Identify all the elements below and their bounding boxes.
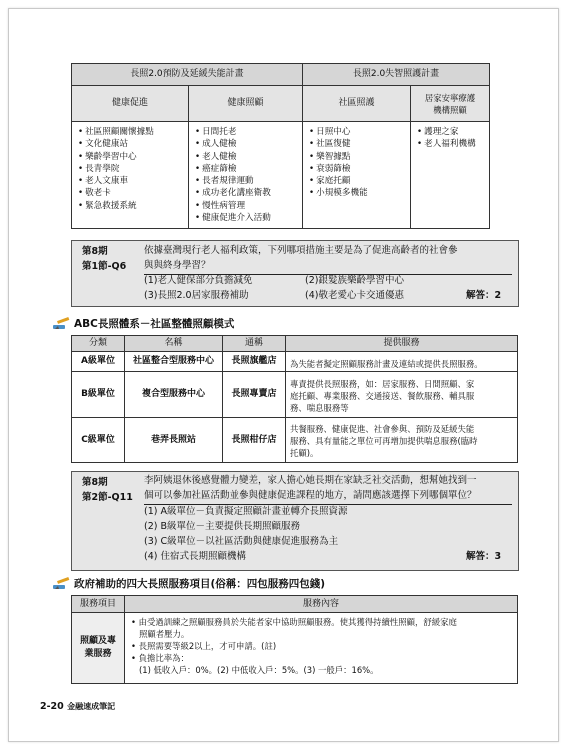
book-title: 金融速成筆記	[67, 702, 116, 711]
page-footer	[40, 701, 115, 712]
q1-question-line1: 依據臺灣現行老人福利政策，下列哪項措施主要是為了促進高齡者的社會參	[144, 245, 458, 256]
plan-table	[71, 63, 490, 229]
services-bullet-3-cont: (1) 低收入戶：0%。(2) 中低收入戶：5%。(3) 一般戶：16%。	[139, 665, 379, 675]
q2-section: 第2節-Q11	[82, 492, 133, 503]
list-item: • 社區復健	[309, 138, 407, 150]
list-item: • 癌症篩檢	[195, 163, 299, 175]
services-bullet-3-text: 負擔比率為：	[138, 653, 189, 663]
abc-header-service: 提供服務	[286, 336, 518, 352]
abc-row-c-service-line: 服務、具有量能之單位可再增加提供喘息服務(臨時	[290, 436, 478, 446]
abc-row-c-service	[286, 418, 518, 463]
list-item: • 衰弱篩檢	[309, 163, 407, 175]
page-number: 2-20	[40, 701, 64, 712]
q1-option-1: (1)老人健保部分負擔減免	[144, 275, 253, 286]
question-box-1	[71, 240, 519, 307]
services-row-care-item	[72, 613, 125, 684]
q2-option-2: (2) B級單位－主要提供長期照顧服務	[144, 521, 300, 532]
list-item: • 樂齡學習中心	[78, 151, 185, 163]
abc-row-c-service-line: 托顧)。	[290, 448, 319, 458]
abc-row-b-service-line: 專責提供長照服務，如：居家服務、日間照顧、家	[290, 378, 475, 389]
abc-row-a-category: A級單位	[72, 352, 125, 372]
plan-right-title: 長照2.0失智照護計畫	[303, 64, 490, 86]
col-header-community-care: 社區照護	[303, 86, 411, 122]
abc-header-category: 分類	[72, 336, 125, 352]
q2-option-3: (3) C級單位－以社區活動與健康促進服務為主	[144, 536, 339, 547]
list-item: • 老人文康車	[78, 175, 185, 187]
list-item: • 健康促進介入活動	[195, 212, 299, 224]
plan-left-title: 長照2.0預防及延緩失能計畫	[72, 64, 303, 86]
list-item: • 老人健檢	[195, 151, 299, 163]
list-item: • 長者規律運動	[195, 175, 299, 187]
abc-row-b	[72, 372, 518, 418]
col3-list	[303, 122, 411, 229]
list-item: • 文化健康站	[78, 138, 185, 150]
pen-icon	[52, 577, 70, 591]
abc-row-a-alias: 長照旗艦店	[223, 352, 286, 372]
list-item: • 緊急救援系統	[78, 200, 185, 212]
abc-row-b-service	[286, 372, 518, 418]
q1-period: 第8期	[82, 246, 108, 257]
abc-row-b-category: B級單位	[72, 372, 125, 418]
abc-row-b-service-line: 務、喘息服務等	[290, 402, 349, 413]
services-item-line: 照顧及專	[79, 636, 116, 646]
q1-question-line2: 與與終身學習？	[144, 260, 211, 271]
list-item: • 小規模多機能	[309, 187, 407, 199]
list-item: • 成人健檢	[195, 138, 299, 150]
pen-icon	[52, 317, 70, 331]
col1-list	[72, 122, 189, 229]
abc-header-alias: 通稱	[223, 336, 286, 352]
q1-option-2: (2)銀髮族樂齡學習中心	[305, 275, 404, 286]
abc-row-c	[72, 418, 518, 463]
services-bullet-2: • 長照需要等級2以上，才可申請。(註)	[131, 641, 277, 651]
abc-row-c-category: C級單位	[72, 418, 125, 463]
abc-header-name: 名稱	[125, 336, 223, 352]
q1-option-3: (3)長照2.0居家服務補助	[144, 290, 249, 301]
abc-row-c-service-line: 共餐服務、健康促進、社會參與、預防及延緩失能	[290, 424, 475, 434]
services-row-care-content	[125, 613, 518, 684]
services-bullet-3: • 負擔比率為：	[131, 653, 189, 663]
services-header-content: 服務內容	[125, 596, 518, 613]
services-header-item: 服務項目	[72, 596, 125, 613]
abc-table	[71, 335, 518, 463]
q2-line-1: 李阿姨退休後感覺體力變差，家人擔心她長期在家缺乏社交活動，想幫她找到一	[144, 475, 477, 486]
q1-option-4: (4)敬老愛心卡交通優惠	[305, 290, 404, 301]
services-bullet-1-text: 由受過訓練之照顧服務員於失能者家中協助照顧服務。使其獲得持續性照顧，舒緩家庭	[138, 617, 457, 627]
section-four-services-title	[52, 576, 325, 591]
question-box-2	[71, 471, 519, 571]
list-item: • 成功老化講座衛教	[195, 187, 299, 199]
list-item: • 慢性病管理	[195, 200, 299, 212]
q2-option-1: (1) A級單位－負責擬定照顧計畫並轉介長照資源	[144, 506, 348, 517]
services-bullet-2-text: 長照需要等級2以上，才可申請。(註)	[138, 641, 277, 651]
col-header-health-promotion: 健康促進	[72, 86, 189, 122]
list-item: • 敬老卡	[78, 187, 185, 199]
list-item: • 長青學院	[78, 163, 185, 175]
list-item: • 日照中心	[309, 126, 407, 138]
section-four-services-title-text: 政府補助的四大長照服務項目(俗稱：四包服務四包錢)	[74, 578, 326, 590]
abc-row-c-alias: 長照柑仔店	[223, 418, 286, 463]
abc-row-b-service-line: 庭托顧、專業服務、交通接送、餐飲服務、輔具服	[290, 390, 475, 401]
list-item: • 樂智據點	[309, 151, 407, 163]
col-header-hospice-institution: 居家安寧療護 機構照顧	[411, 86, 490, 122]
abc-row-a	[72, 352, 518, 372]
q2-option-4: (4) 住宿式長期照顧機構	[144, 551, 246, 562]
list-item: • 老人福利機構	[417, 138, 486, 150]
abc-row-a-service	[286, 352, 518, 372]
q2-period: 第8期	[82, 477, 108, 488]
services-bullet-1: • 由受過訓練之照顧服務員於失能者家中協助照顧服務。使其獲得持續性照顧，舒緩家庭	[131, 617, 457, 627]
services-row-care	[72, 613, 518, 684]
q2-answer: 解答：3	[466, 551, 502, 562]
abc-row-b-name: 複合型服務中心	[125, 372, 223, 418]
col4-list	[411, 122, 490, 229]
services-item-line: 業服務	[84, 649, 112, 659]
abc-row-a-service-line: 為失能者擬定照顧服務計畫及連結或提供長照服務。	[290, 358, 483, 369]
col2-list	[189, 122, 303, 229]
abc-row-a-name: 社區整合型服務中心	[125, 352, 223, 372]
list-item: • 家庭托顧	[309, 175, 407, 187]
q1-answer: 解答：2	[466, 290, 502, 301]
list-item: • 社區照顧關懷據點	[78, 126, 185, 138]
services-bullet-1-cont: 照顧者壓力。	[139, 629, 190, 639]
services-table	[71, 595, 518, 684]
q2-line-2: 個可以參加社區活動並參與健康促進課程的地方，請問應該選擇下列哪個單位？	[144, 490, 477, 501]
abc-row-b-alias: 長照專賣店	[223, 372, 286, 418]
section-abc-title-text: ABC長照體系－社區整體照顧模式	[74, 318, 235, 330]
q1-section: 第1節-Q6	[82, 261, 127, 272]
list-item: • 護理之家	[417, 126, 486, 138]
col-header-health-care: 健康照顧	[189, 86, 303, 122]
list-item: • 日間托老	[195, 126, 299, 138]
section-abc-title	[52, 316, 234, 331]
abc-row-c-name: 巷弄長照站	[125, 418, 223, 463]
